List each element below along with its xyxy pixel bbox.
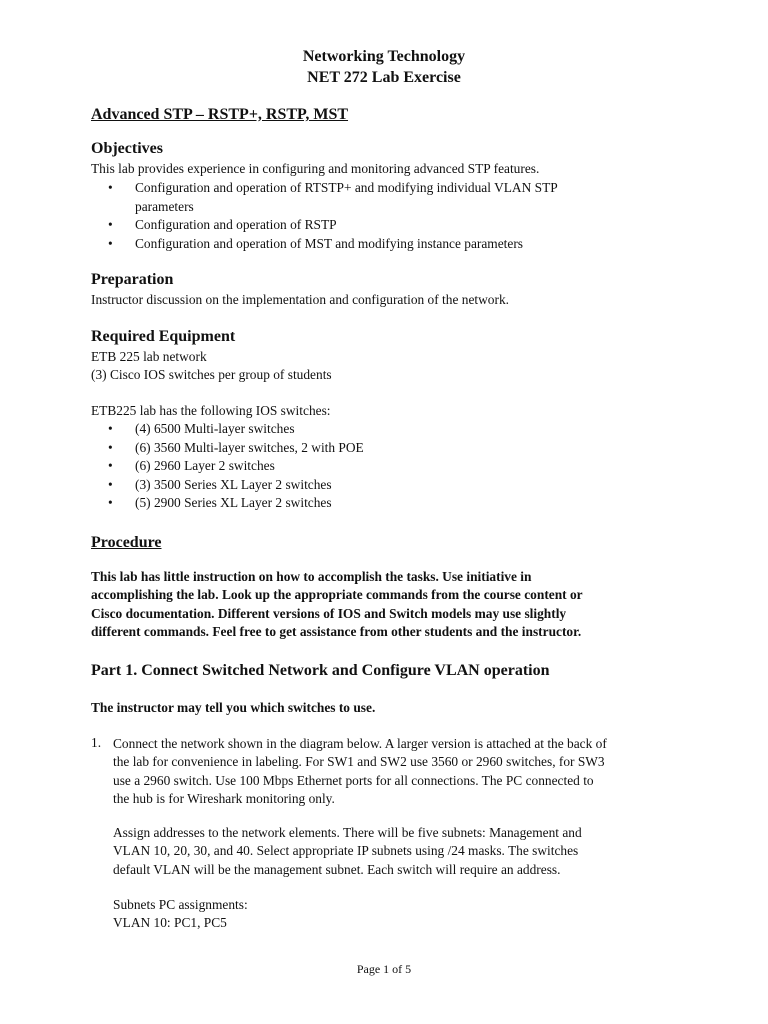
objectives-intro: This lab provides experience in configuring and monitoring advanced STP features. (91, 161, 540, 176)
list-item: • Configuration and operation of MST and modifying instance parameters (91, 235, 558, 254)
course-title: Networking Technology (302, 48, 466, 65)
part1-heading: Part 1. Connect Switched Network and Configure VLAN operation (91, 662, 550, 679)
switches-intro: ETB225 lab has the following IOS switches: (91, 403, 331, 418)
procedure-heading: Procedure (91, 534, 162, 551)
list-item: • (4) 6500 Multi-layer switches (91, 420, 364, 439)
lab-number: NET 272 Lab Exercise (307, 69, 461, 86)
procedure-instructions: This lab has little instruction on how to accomplish the tasks. Use initiative in accomplishing the lab. Look up the appropriate commands from the course content or Cisco documentation. Different versions of IOS and Switch models may use slightly different commands. Feel free to get assistance from other students and the instructor. (91, 569, 583, 639)
list-item: • (5) 2900 Series XL Layer 2 switches (91, 494, 364, 513)
step-1-text: Connect the network shown in the diagram below. A larger version is attached at the back of the lab for convenience in labeling. For SW1 and SW2 use 3560 or 2960 switches, for SW3 use a 2960 switch. Use 100 Mbps Ethernet ports for all connections. The PC connected to the hub is for Wireshark monitoring only. (113, 736, 607, 806)
preparation-text: Instructor discussion on the implementation and configuration of the network. (91, 292, 509, 307)
equipment-network: ETB 225 lab network (91, 349, 207, 364)
bullet-icon: • (108, 180, 113, 195)
bullet-icon: • (108, 476, 113, 492)
bullet-icon: • (108, 495, 113, 511)
bullet-icon: • (108, 421, 113, 436)
step-number: 1. (91, 735, 102, 750)
subnet-assignments: Subnets PC assignments: VLAN 10: PC1, PC5 (113, 897, 248, 931)
switches-list (91, 420, 364, 513)
part1-note: The instructor may tell you which switches to use. (91, 700, 376, 715)
list-item: • Configuration and operation of RTSTP+ and modifying individual VLAN STP (91, 179, 558, 198)
list-item: • Configuration and operation of RSTP (91, 216, 558, 235)
bullet-icon: • (108, 439, 113, 455)
preparation-heading: Preparation (91, 271, 174, 288)
list-item: • (6) 2960 Layer 2 switches (91, 457, 364, 476)
lab-title: Advanced STP – RSTP+, RSTP, MST (91, 106, 349, 123)
bullet-icon: • (108, 235, 113, 251)
page-number: Page 1 of 5 (356, 962, 412, 976)
bullet-icon: • (108, 458, 113, 474)
objectives-heading: Objectives (91, 140, 163, 157)
assign-addresses-text: Assign addresses to the network elements. There will be five subnets: Management and VLAN 10, 20, 30, and 40. Select appropriate IP subnets using /24 masks. The switches default VLAN will be the management subnet. Each switch will require an address. (113, 825, 582, 877)
equipment-switches-per-group: (3) Cisco IOS switches per group of students (91, 367, 332, 382)
objectives-list (91, 179, 558, 253)
list-item: • (6) 3560 Multi-layer switches, 2 with POE (91, 439, 364, 458)
equipment-heading: Required Equipment (91, 328, 236, 345)
list-item-continuation: parameters (135, 198, 194, 214)
list-item: • (3) 3500 Series XL Layer 2 switches (91, 476, 364, 495)
bullet-icon: • (108, 217, 113, 233)
